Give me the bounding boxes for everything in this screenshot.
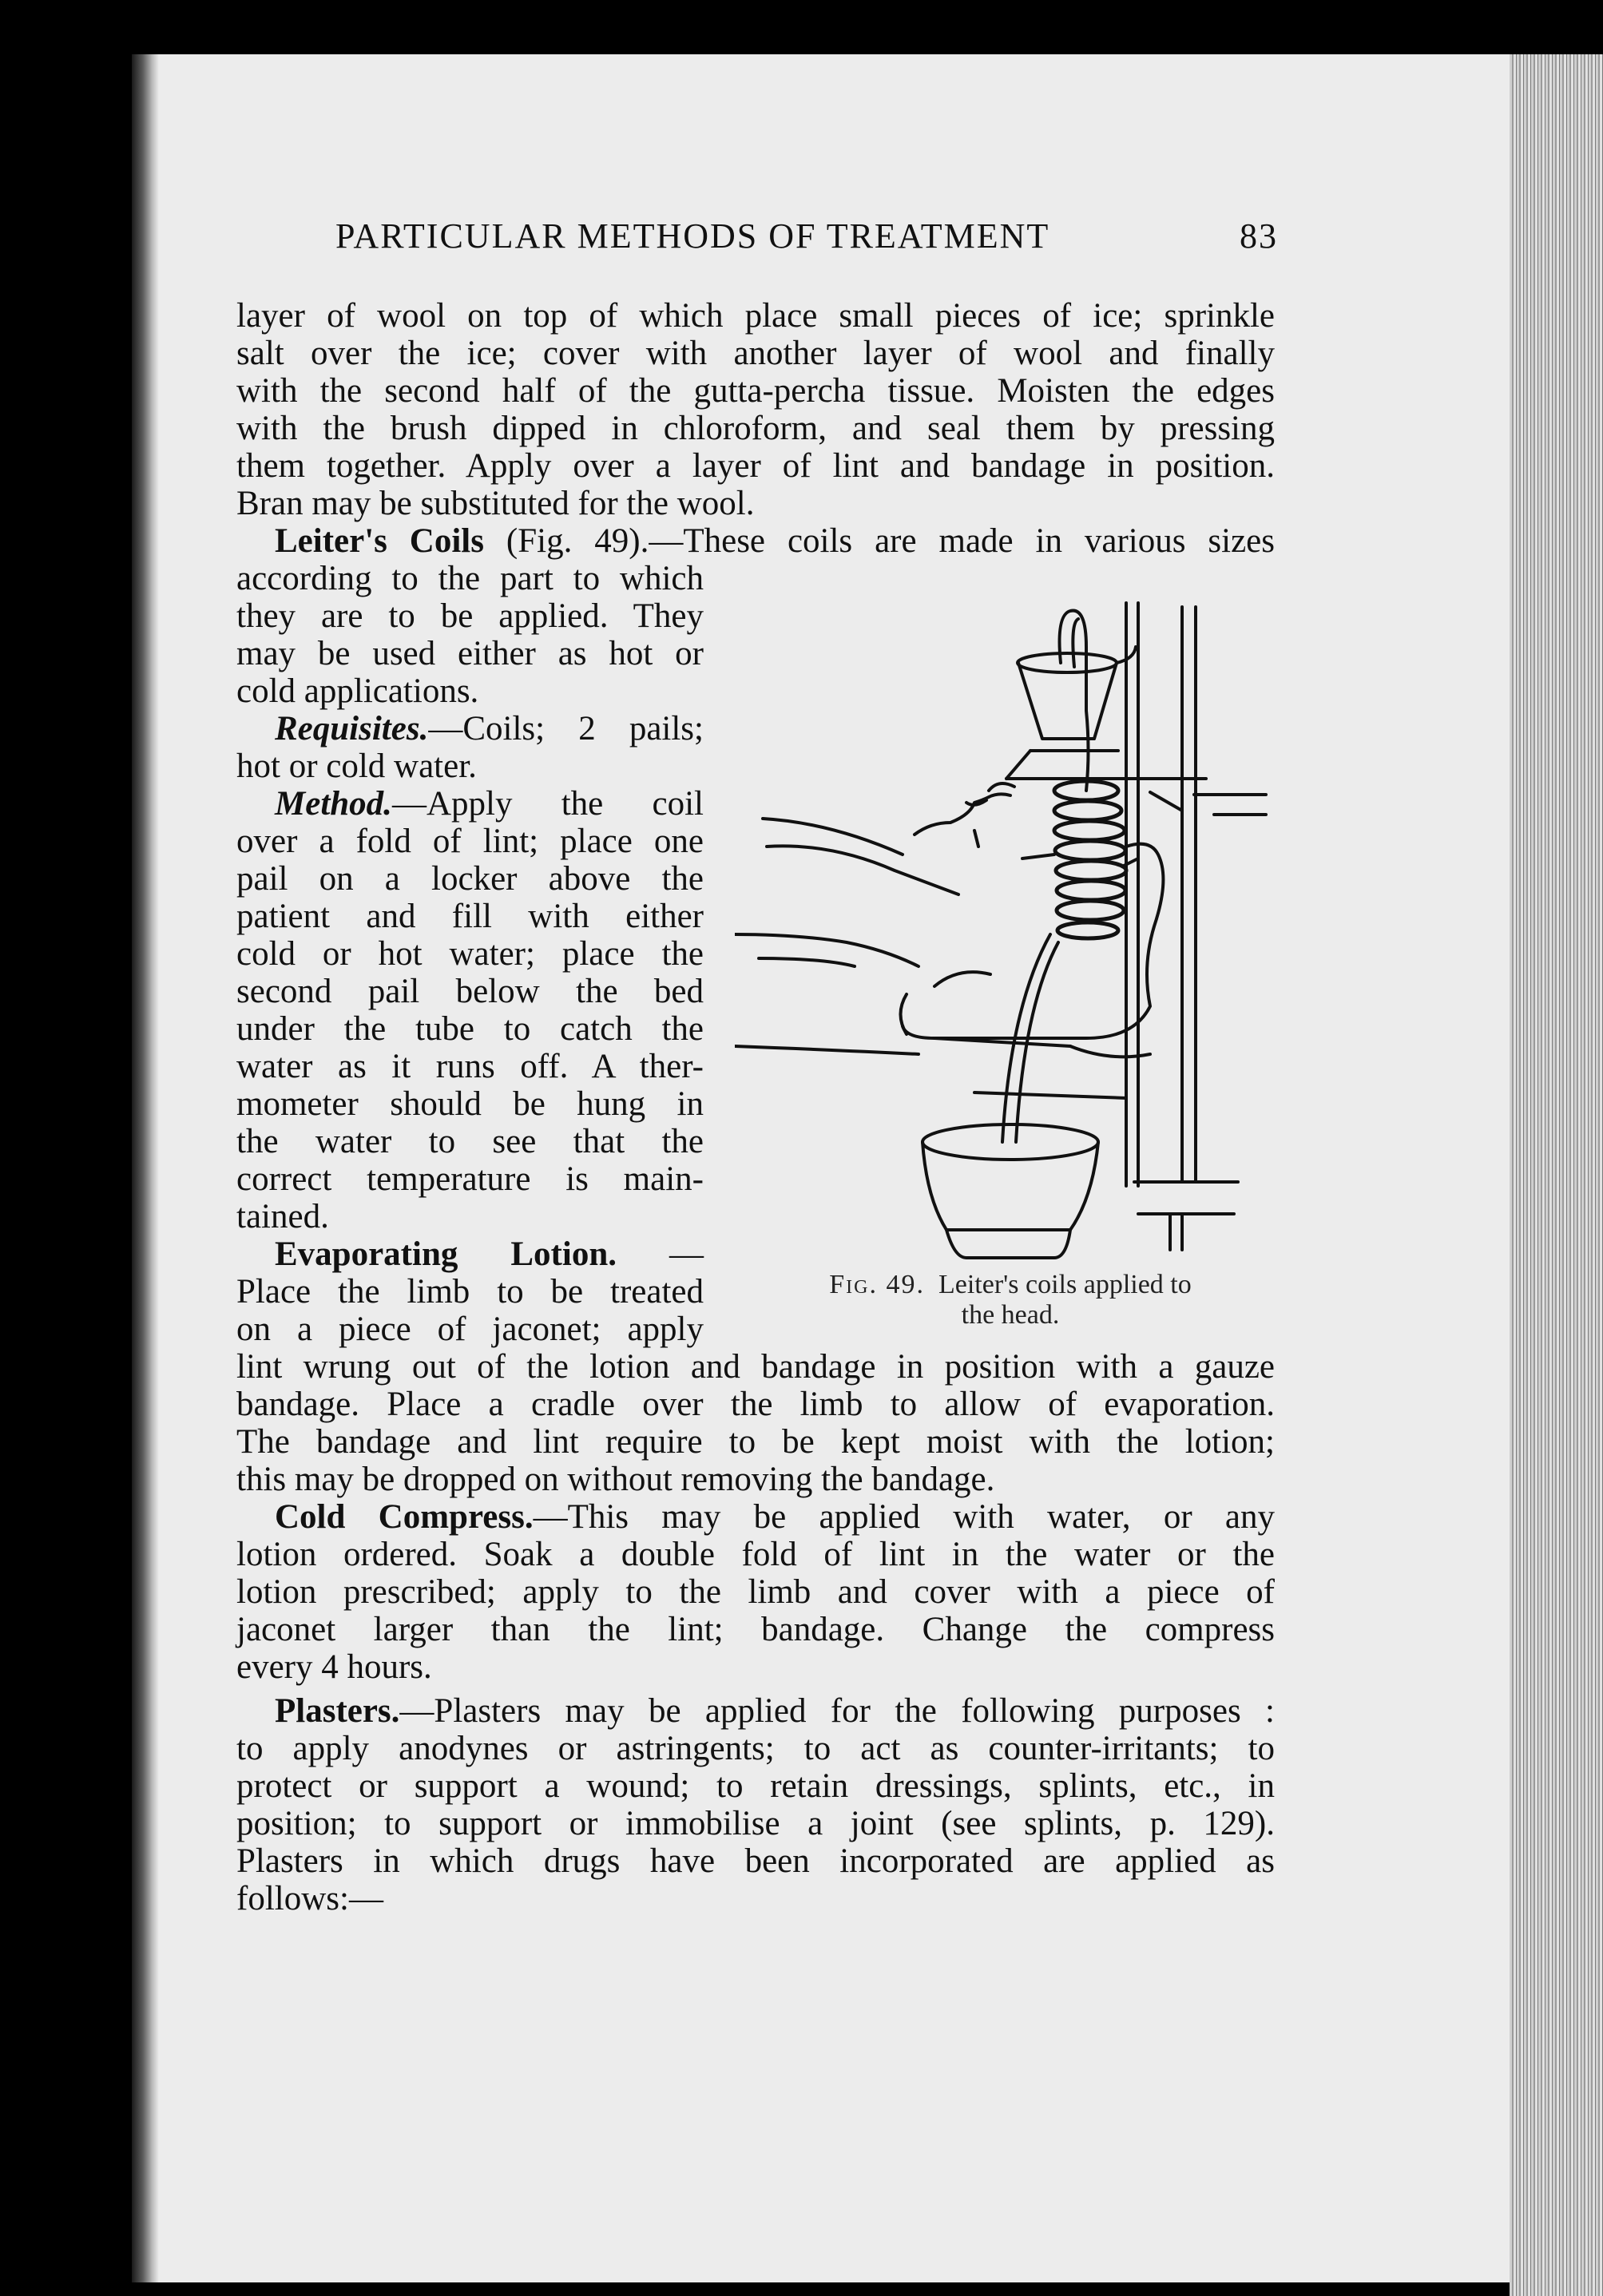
- leiter-heading-line: Leiter's Coils (Fig. 49).—These coils are made in various sizes: [275, 522, 1275, 560]
- text-line: pail on a locker above the: [236, 860, 704, 898]
- text-line: lotion prescribed; apply to the limb and cover with a piece of: [236, 1573, 1275, 1611]
- text-line: they are to be applied. They: [236, 597, 704, 635]
- text-line: cold applications.: [236, 672, 479, 710]
- text-line: The bandage and lint require to be kept moist with the lotion;: [236, 1423, 1275, 1461]
- text-line: according to the part to which: [236, 560, 704, 597]
- caption-text-line1: Leiter's coils applied to: [938, 1270, 1192, 1299]
- text-line: them together. Apply over a layer of lint and bandage in position.: [236, 447, 1275, 485]
- text-line: lotion ordered. Soak a double fold of lint in the water or the: [236, 1536, 1275, 1573]
- section-heading-evaporating: Evaporating Lotion.: [275, 1235, 617, 1273]
- text-line: follows:—: [236, 1880, 383, 1917]
- text-line: this may be dropped on without removing the bandage.: [236, 1461, 995, 1498]
- running-title: PARTICULAR METHODS OF TREATMENT: [335, 216, 1050, 256]
- lower-text: [236, 1348, 1275, 1917]
- figure-caption: [755, 1270, 1266, 1330]
- text-line: position; to support or immobilise a joint (see splints, p. 129).: [236, 1805, 1275, 1842]
- text-line: correct temperature is main-: [236, 1160, 704, 1198]
- text-line: bandage. Place a cradle over the limb to allow of evaporation.: [236, 1386, 1275, 1423]
- text-line: Bran may be substituted for the wool.: [236, 485, 755, 522]
- left-column: [236, 560, 704, 1348]
- text-line: may be used either as hot or: [236, 635, 704, 672]
- text-line: on a piece of jaconet; apply: [236, 1311, 704, 1348]
- section-heading-cold-compress: Cold Compress.: [275, 1498, 534, 1536]
- requisites-line: Requisites.—Coils; 2 pails;: [275, 710, 704, 747]
- method-label: Method.: [275, 785, 392, 823]
- section-heading-leiter: Leiter's Coils: [275, 522, 484, 560]
- text-line: the water to see that the: [236, 1123, 704, 1160]
- text-line: with the second half of the gutta-percha tissue. Moisten the edges: [236, 372, 1275, 410]
- page-edges: [1510, 54, 1603, 2296]
- text-line: jaconet larger than the lint; bandage. Change the compress: [236, 1611, 1275, 1648]
- text-line: with the brush dipped in chloroform, and seal them by pressing: [236, 410, 1275, 447]
- text-line: Place the limb to be treated: [236, 1273, 704, 1311]
- figure-label: Fig. 49.: [829, 1270, 925, 1299]
- page-gutter-shadow: [132, 54, 159, 2282]
- text-line: layer of wool on top of which place small pieces of ice; sprinkle: [236, 297, 1275, 335]
- text-line: protect or support a wound; to retain dressings, splints, etc., in: [236, 1767, 1275, 1805]
- text-line: lint wrung out of the lotion and bandage in position with a gauze: [236, 1348, 1275, 1386]
- method-line: Method.—Apply the coil: [275, 785, 704, 823]
- ice-bag-paragraph-continued: [236, 297, 1275, 560]
- text-line: Plasters in which drugs have been incorporated are applied as: [236, 1842, 1275, 1880]
- text-line: hot or cold water.: [236, 747, 477, 785]
- text-line: patient and fill with either: [236, 898, 704, 935]
- text-line: water as it runs off. A ther-: [236, 1048, 704, 1085]
- requisites-label: Requisites.: [275, 710, 429, 747]
- leiters-coils-illustration: [735, 591, 1270, 1286]
- page-number: 83: [1240, 216, 1278, 256]
- text-line: mometer should be hung in: [236, 1085, 704, 1123]
- text-line: second pail below the bed: [236, 973, 704, 1010]
- text-line: cold or hot water; place the: [236, 935, 704, 973]
- text-line: salt over the ice; cover with another layer of wool and finally: [236, 335, 1275, 372]
- plasters-heading-line: Plasters.—Plasters may be applied for the following purposes :: [275, 1692, 1275, 1730]
- cold-compress-heading-line: Cold Compress.—This may be applied with water, or any: [275, 1498, 1275, 1536]
- caption-text-line2: the head.: [961, 1300, 1060, 1330]
- text-line: over a fold of lint; place one: [236, 823, 704, 860]
- text-line: under the tube to catch the: [236, 1010, 704, 1048]
- text-line: tained.: [236, 1198, 329, 1235]
- text-line: to apply anodynes or astringents; to act as counter-irritants; to: [236, 1730, 1275, 1767]
- evaporating-heading-line: Evaporating Lotion. —: [275, 1235, 704, 1273]
- section-heading-plasters: Plasters.: [275, 1692, 400, 1730]
- running-header: [335, 216, 1278, 256]
- text-line: every 4 hours.: [236, 1648, 432, 1686]
